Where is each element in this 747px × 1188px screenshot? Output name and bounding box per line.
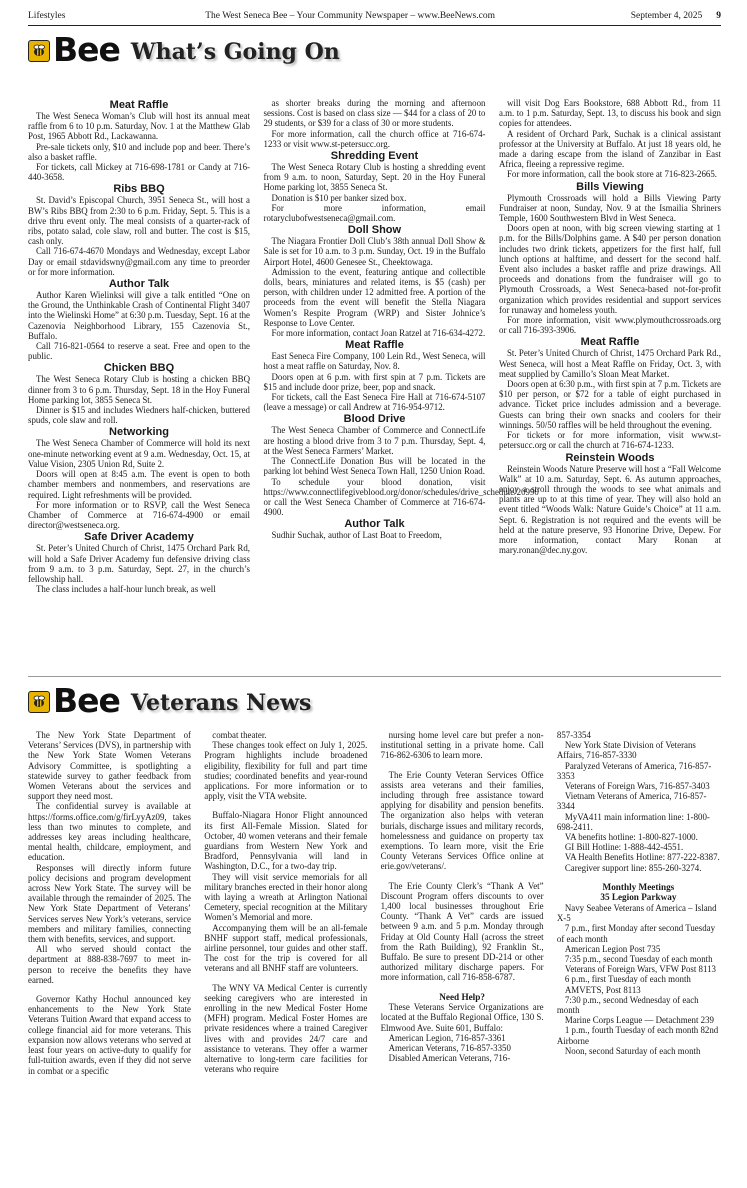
bee-logo-word: Bee [53, 681, 120, 720]
paragraph: Doors will open at 8:45 a.m. The event is open to both chamber members and nonmembers, and reservations are required. Light refreshments will be provided. [28, 469, 250, 500]
paragraph: Call 716-821-0564 to reserve a seat. Free and open to the public. [28, 341, 250, 362]
listing-line: American Legion, 716-857-3361 [388, 1032, 506, 1043]
item-heading: Author Talk [108, 278, 170, 291]
listing-line: 7 p.m., first Monday after second Tuesday of each month [556, 923, 716, 944]
paragraph: Governor Kathy Hochul announced key enhancements to the New York State Veterans Tuition Award that expand access to college financial aid for more veterans. This expansion now allows veterans who served at least four years on active-duty to qualify for full-tuition awards, even if they did not serve in combat or a specific [28, 994, 191, 1076]
listing-line: American Legion Post 735 [564, 943, 661, 954]
paragraph: The class includes a half-hour lunch break, as well [36, 584, 216, 595]
section-title: What’s Going On [130, 39, 340, 65]
paragraph: The Niagara Frontier Doll Club’s 38th annual Doll Show & Sale is set for 10 a.m. to 3 p.m. Sunday, Oct. 19 in the Buffalo Airport Hotel, 4600 Genesee St., Cheektowaga. [263, 236, 486, 267]
listing-line: Paralyzed Veterans of America, 716-857-3353 [556, 760, 712, 781]
listing-line: AMVETS, Post 8113 [564, 984, 641, 995]
paragraph: The WNY VA Medical Center is currently seeking caregivers who are interested in enrolling in the new Medical Foster Home (MFH) program. Medical Foster Homes are private residences where a trained Caregiver lives with and provides 24/7 care and assistance to veterans. They offer a warmer alternative to long-term care facilities for veterans who require [204, 982, 368, 1075]
events-column [263, 98, 539, 664]
veterans-columns [28, 730, 721, 1170]
subheading: 35 Legion Parkway [600, 892, 677, 903]
paragraph: The West Seneca Chamber of Commerce and ConnectLife are hosting a blood drive from 3 to 7 p.m. Thursday, Sept. 4, at the West Seneca Farmers’ Market. [263, 425, 486, 456]
paragraph: Donation is $10 per banker sized box. [271, 192, 407, 203]
bee-logo-word: Bee [53, 30, 120, 69]
paragraph: The confidential survey is available at https://forms.office.com/g/firLyyAz09, takes less than two minutes to complete, and addresses key areas including healthcare, mental health, childcare, employment, and education. [28, 801, 191, 863]
listing-line: 6 p.m., first Tuesday of each month [564, 974, 691, 985]
paragraph: Author Karen Wielinksi will give a talk entitled “One on the Ground, the Unthinkable Crash of Continental Flight 3407 into the Wielinski Home” at 6:30 p.m. Tuesday, Sept. 16 at the Cazenovia Neighborhood Library, 155 Cazenovia St., Buffalo. [28, 290, 250, 341]
paragraph: A resident of Orchard Park, Suchak is a clinical assistant professor at the University at Buffalo. At just 18 years old, he made a daring escape from the island of Zanzibar in East Africa, fleeing a repressive regime. [499, 128, 721, 170]
listing-line: Veterans of Foreign Wars, VFW Post 8113 [564, 964, 716, 975]
paragraph: Pre-sale tickets only, $10 and include pop and beer. There’s also a basket raffle. [28, 141, 250, 162]
bee-icon [28, 40, 50, 62]
item-heading: Meat Raffle [580, 336, 640, 349]
veterans-column [204, 730, 367, 1170]
paragraph: The West Seneca Chamber of Commerce will hold its next one-minute networking event at 9 a.m. Wednesday, Oct. 15, at Value Vision, 2305 Union Rd, Suite 2. [28, 438, 250, 469]
paragraph: combat theater. [212, 730, 267, 740]
listing-line: American Veterans, 716-857-3350 [388, 1043, 511, 1054]
paragraph: The West Seneca Woman’s Club will host its annual meat raffle from 6 to 10 p.m. Saturday, Nov. 1 at the Matthew Glab Post, 1965 Abbott Rd., Lackawanna. [28, 111, 250, 142]
subheading: Need Help? [439, 991, 485, 1002]
paragraph: For more information, call the book store at 716-823-2665. [507, 169, 717, 180]
paragraph: Reinstein Woods Nature Preserve will host a “Fall Welcome Walk” at 10 a.m. Saturday, Sept. 6. As autumn approaches, enjoy a stroll through the woods to see what animals and plants are up to at this time of year. They will also hold an event titled “Woods Walk: Nature Guide’s Choice” at 11 a.m. Sept. 6. Registration is not required and the events will be held at the nature preserve, 93 Honorine Drive, Depew. For more information, contact Mary Ronan at mary.ronan@dec.ny.gov. [499, 463, 721, 556]
item-heading: Meat Raffle [345, 339, 404, 352]
listing-line: Veterans of Foreign Wars, 716-857-3403 [564, 781, 710, 792]
paragraph: For tickets or for more information, visit www.st-petersucc.org or call the church at 716-674-1233. [499, 430, 721, 451]
paragraph: Sudhir Suchak, author of Last Boat to Freedom, [271, 530, 442, 541]
paragraph: The ConnectLife Donation Bus will be located in the parking lot behind West Seneca Town Hall, 1250 Union Road. [263, 456, 486, 477]
spacer [28, 985, 191, 994]
veterans-column [557, 730, 720, 1170]
listing-line: Noon, second Saturday of each month [564, 1045, 701, 1056]
paragraph: Accompanying them will be an all-female BNHF support staff, medical professionals, airline personnel, tour guides and other staff. The cost for the trip is covered for all veterans and all BNHF staff are volunteers. [204, 922, 368, 974]
whats-going-on-banner [28, 30, 340, 69]
events-column [499, 98, 721, 664]
paragraph: For more information or to RSVP, call the West Seneca Chamber of Commerce at 716-674-4900 or email director@westseneca.org. [28, 499, 250, 531]
paragraph: The West Seneca Rotary Club is hosting a shredding event from 9 a.m. to noon, Saturday, Sept. 20 in the Hoy Funeral Home parking lot, 3855 Seneca St. [263, 162, 486, 193]
spacer [557, 873, 720, 882]
listing-line: Marine Corps League — Detachment 239 [564, 1015, 714, 1026]
issue-date: September 4, 2025 [630, 10, 703, 21]
spacer [381, 761, 544, 770]
paragraph: St. Peter’s United Church of Christ, 1475 Orchard Park Rd, will hold a Safe Driver Academy fun defensive driving class from 9 a.m. to 3 p.m. Saturday, Sept. 27, in the church’s fellowship hall. [28, 543, 250, 584]
item-heading: Reinstein Woods [565, 451, 655, 464]
events-column [28, 98, 250, 664]
item-heading: Networking [109, 426, 169, 439]
paragraph: Doors open at noon, with big screen viewing starting at 1 p.m. for the Bills/Dolphins game. A $40 per person donation includes two drink tickets, appetizers for the first half, full lunch options at halftime, and dessert for the second half. Event also includes a basket raffle and prize drawings. All proceeds and donations from the fundraiser will go to Plymouth Crossroads, a West Seneca-based not-for-profit organization which provides residential and support services for runaway and homeless youth. [499, 223, 721, 315]
listing-line: VA Health Benefits Hotline: 877-222-8387. [564, 852, 720, 863]
spacer [204, 974, 367, 983]
listing-line: GI Bill Hotline: 1-888-442-4551. [564, 842, 684, 853]
section-label: Lifestyles [28, 10, 66, 21]
page-header [28, 6, 721, 26]
paragraph: To schedule your blood donation, visit https://www.connectlifegiveblood.org/donor/schedules/drive_schedule/20990 or call the West Seneca Chamber of Commerce at 716-674-4900. [263, 476, 539, 518]
paragraph: Dinner is $15 and includes Wiedners half-chicken, buttered spuds, cole slaw and roll. [28, 405, 250, 426]
paragraph: Plymouth Crossroads will hold a Bills Viewing Party Fundraiser at noon, Sunday, Nov. 9 at the Ismailia Shriners Temple, 1600 Southwestern Blvd in West Seneca. [499, 192, 721, 224]
item-heading: Doll Show [347, 224, 402, 237]
item-heading: Meat Raffle [109, 99, 169, 111]
listing-line: 1 p.m., fourth Tuesday of each month 82nd Airborne [556, 1025, 719, 1046]
veterans-column [381, 730, 544, 1170]
spacer [204, 801, 367, 810]
paragraph: For tickets, call Mickey at 716-698-1781 or Candy at 716-440-3658. [28, 162, 250, 183]
newspaper-masthead: The West Seneca Bee – Your Community Newspaper – www.BeeNews.com [205, 10, 495, 21]
item-heading: Chicken BBQ [103, 362, 175, 375]
spacer [381, 983, 544, 992]
paragraph: St. David’s Episcopal Church, 3951 Seneca St., will host a BW’s Ribs BBQ from 2:30 to 6 p.m. Friday, Sept. 5. This is a drive thru event only. The meal consists of a quarter-rack of ribs, potato salad, cole slaw, roll and butter. The cost is $15, cash only. [28, 195, 250, 247]
paragraph: as shorter breaks during the morning and afternoon sessions. Cost is based on class size — $44 for a class of 20 to 29 students, or $39 for a class of 30 or more students. [263, 98, 486, 129]
item-heading: Bills Viewing [576, 180, 644, 193]
paragraph: For more information, visit www.plymouthcrossroads.org or call 716-393-3906. [499, 315, 721, 336]
item-heading: Safe Driver Academy [84, 531, 194, 544]
listing-line: VA benefits hotline: 1-800-827-1000. [564, 832, 698, 843]
veterans-column [28, 730, 191, 1170]
paragraph: Admission to the event, featuring antique and collectible dolls, bears, miniatures and related items, is $5 (cash) per person, with children under 12 admitted free. A portion of the proceeds from the event will benefit the Stella Niagara Women’s Respite Program (WRP) and Sister Johnice’s Response to Love Center. [263, 266, 486, 328]
paragraph: Doors open at 6 p.m. with first spin at 7 p.m. Tickets are $15 and include door prize, beer, pop and snack. [263, 371, 486, 392]
item-heading: Shredding Event [330, 150, 419, 163]
listing-line: New York State Division of Veterans Affairs, 716-857-3330 [556, 740, 696, 761]
paragraph: The Erie County Veteran Services Office assists area veterans and their families, including through free assistance toward applying for disability and pension benefits. The organization also helps with veteran burials, discharge issues and military records, homelessness and guidance on property tax exemptions. To learn more, visit the Erie County Veterans Services Office online at erie.gov/veterans/. [380, 769, 544, 872]
listing-line: 7:35 p.m., second Tuesday of each month [564, 954, 713, 965]
listing-line: Disabled American Veterans, 716- [388, 1053, 511, 1064]
spacer [381, 872, 544, 881]
paragraph: Doors open at 6:30 p.m., with first spin at 7 p.m. Tickets are $10 per person, or $72 for a table of eight purchased in advance. Ticket price includes admission and a beverage. Guests can bring their own snacks and coolers for their winnings. 50/50 raffles will be held throughout the evening. [499, 379, 721, 430]
listing-line: Vietnam Veterans of America, 716-857-3344 [556, 791, 707, 812]
paragraph: will visit Dog Ears Bookstore, 688 Abbott Rd., from 11 a.m. to 1 p.m. Saturday, Sept. 13, to discuss his book and sign copies for attendees. [499, 98, 721, 129]
paragraph: These changes took effect on July 1, 2025. Program highlights include broadened eligibility, flexibility for full and part time studies; coordinated benefits and year-round applications. For more information or to apply, visit the VTA website. [204, 740, 368, 802]
paragraph: Call 716-674-4670 Mondays and Wednesday, except Labor Day or email stdavidswny@gmail.com any time to preorder or for more information. [28, 246, 250, 277]
item-heading: Ribs BBQ [113, 183, 165, 196]
paragraph: East Seneca Fire Company, 100 Lein Rd., West Seneca, will host a meat raffle on Saturday, Nov. 8. [263, 351, 486, 372]
listing-line: Navy Seabee Veterans of America – Island X-5 [556, 903, 717, 924]
section-divider [28, 676, 721, 677]
paragraph: For more information, email rotaryclubofwestseneca@gmail.com. [263, 202, 486, 224]
paragraph: Buffalo-Niagara Honor Flight announced its first All-Female Mission. Slated for October, 40 women veterans and their female guardians from Western New York and Bradford, Pennsylvania will land in Washington, D.C., for a two-day trip. [204, 810, 368, 872]
paragraph: The West Seneca Rotary Club is hosting a chicken BBQ dinner from 3 to 6 p.m. Thursday, Sept. 18 in the Hoy Funeral Home parking lot, 3855 Seneca St. [28, 374, 250, 405]
paragraph: 857-3354 [556, 730, 591, 740]
paragraph: Responses will directly inform future policy decisions and program development across New York State. The survey will be available through the remainder of 2025. The New York State Department of Veterans’ Services serves New York’s veterans, service members and military families, connecting them with benefits, services, and support. [28, 862, 191, 945]
bee-icon [28, 691, 50, 713]
listing-line: Caregiver support line: 855-260-3274. [564, 862, 702, 873]
paragraph: They will visit service memorials for all military branches erected in their honor along with laying a wreath at Arlington National Cemetery, special recognition at the Military Women’s Memorial and more. [204, 871, 368, 923]
listing-line: MyVA411 main information line: 1-800-698-2411. [556, 811, 710, 832]
paragraph: All who served should contact the department at 888-838-7697 to meet in-person to receive the benefits they have earned. [28, 944, 191, 985]
paragraph: nursing home level care but prefer a non-institutional setting in a private home. Call 716-862-6306 to learn more. [380, 730, 544, 761]
item-heading: Author Talk [344, 518, 405, 531]
paragraph: For more information, contact Joan Ratzel at 716-634-4272. [271, 328, 486, 339]
subheading: Monthly Meetings [602, 881, 675, 892]
page-number: 9 [716, 10, 721, 21]
paragraph: For more information, call the church office at 716-674-1233 or visit www.st-petersucc.org. [263, 128, 486, 149]
events-columns [28, 98, 721, 664]
paragraph: For tickets, call the East Seneca Fire Hall at 716-674-5107 (leave a message) or call Andrew at 716-954-9712. [263, 392, 486, 413]
section-title: Veterans News [130, 690, 312, 716]
listing-line: 7:30 p.m., second Wednesday of each month [556, 994, 699, 1016]
paragraph: The Erie County Clerk’s “Thank A Vet” Discount Program offers discounts to over 1,400 local businesses throughout Erie County. “Thank A Vet” cards are issued between 9 a.m. and 5 p.m. Monday through Friday at Old County Hall (across the street from the Rath Building), 92 Franklin St., Buffalo. Be sure to present DD-214 or other authorized military discharge papers. For more information, call 716-858-6787. [380, 880, 544, 983]
veterans-news-banner [28, 681, 312, 720]
paragraph: These Veterans Service Organizations are located at the Buffalo Regional Office, 130 S. Elmwood Ave. Suite 601, Buffalo: [380, 1002, 544, 1033]
paragraph: St. Peter’s United Church of Christ, 1475 Orchard Park Rd., West Seneca, will host a Meat Raffle on Friday, Oct. 3, with meat supplied by Camillo’s Sloan Meat Market. [499, 348, 721, 379]
item-heading: Blood Drive [343, 413, 406, 426]
paragraph: The New York State Department of Veterans’ Services (DVS), in partnership with the New York State Women Veterans Advisory Committee, is spotlighting a statewide survey to gather feedback from Women Veterans about the services and support they need most. [28, 730, 191, 802]
